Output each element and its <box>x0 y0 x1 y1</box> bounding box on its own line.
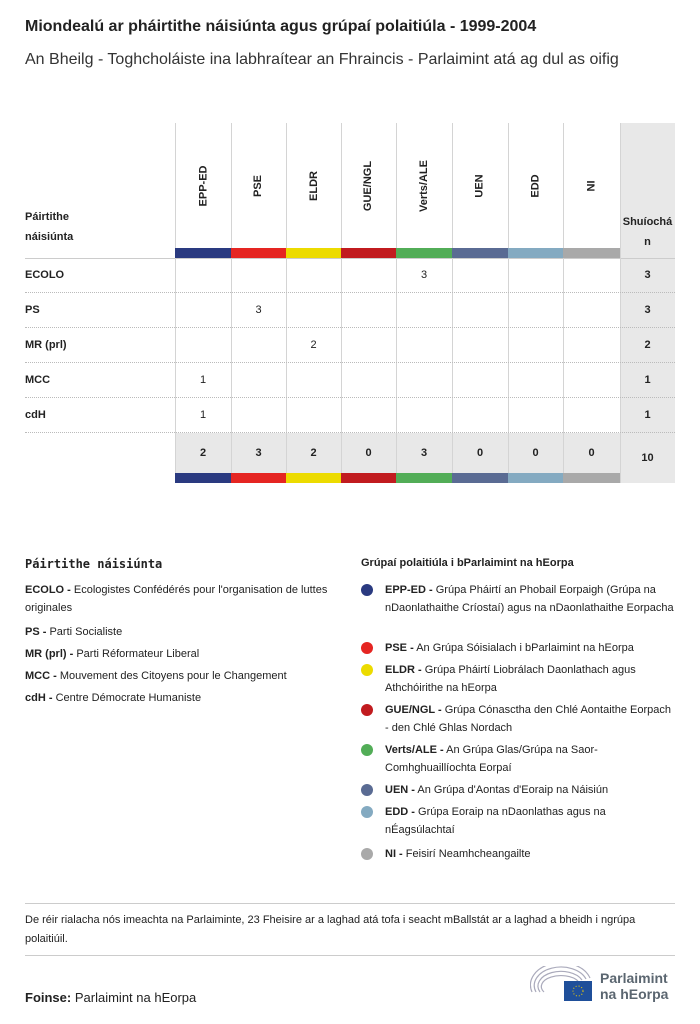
row-total: 3 <box>644 269 651 281</box>
divider <box>25 955 675 956</box>
group-color-bar <box>452 473 508 483</box>
group-color-dot-icon <box>361 584 373 596</box>
group-color-bar <box>175 248 231 258</box>
party-name: MCC <box>25 374 51 386</box>
group-color-bar <box>341 248 396 258</box>
column-header: NI <box>585 180 598 191</box>
column-header: UEN <box>473 173 486 198</box>
party-name: ECOLO <box>25 269 65 281</box>
seat-cell: 1 <box>199 409 207 421</box>
group-color-dot-icon <box>361 642 373 654</box>
group-total: 0 <box>532 447 539 459</box>
group-color-bar <box>286 248 341 258</box>
party-name: MR (prl) <box>25 339 67 351</box>
row-header: Páirtithe náisiúnta <box>25 211 74 243</box>
table-row <box>25 258 675 293</box>
group-color-dot-icon <box>361 806 373 818</box>
group-total: 0 <box>365 447 372 459</box>
legend-group-item: PSE - An Grúpa Sóisialach i bParlaimint na hEorpa <box>385 642 634 654</box>
legend-group-item: UEN - An Grúpa d'Aontas d'Eoraip na Náisiún <box>385 784 609 796</box>
group-color-dot-icon <box>361 664 373 676</box>
seat-cell: 3 <box>255 304 262 316</box>
page-title: Miondealú ar pháirtithe náisiúnta agus grúpaí polaitiúla - 1999-2004 <box>25 18 537 35</box>
source <box>25 990 196 1005</box>
legend-group-item: ELDR - Grúpa Pháirtí Liobrálach Daonlathach agus Athchóirithe na hEorpa <box>385 664 636 694</box>
group-color-bar <box>396 473 452 483</box>
group-total: 0 <box>476 447 484 459</box>
legend-group-item: EDD - Grúpa Eoraip na nDaonlathas agus na nÉagsúlachtaí <box>385 806 606 836</box>
eu-flag-icon <box>564 981 592 1001</box>
table-row <box>25 293 675 328</box>
logo-line2: na hEorpa <box>600 986 669 1002</box>
ep-logo <box>530 966 675 1004</box>
group-color-bar <box>231 248 286 258</box>
source-value: Parlaimint na hEorpa <box>74 990 197 1005</box>
row-total: 2 <box>644 339 651 351</box>
group-total: 3 <box>420 447 428 459</box>
group-total: 3 <box>255 447 262 459</box>
group-total: 2 <box>199 447 207 459</box>
table-row <box>25 363 675 398</box>
seat-cell: 3 <box>420 269 428 281</box>
group-color-bar <box>563 473 620 483</box>
group-color-bar <box>563 248 620 258</box>
seat-cell: 2 <box>310 339 317 351</box>
group-color-bar <box>175 473 231 483</box>
legend-group-item: NI - Feisirí Neamhcheangailte <box>385 848 531 860</box>
logo-line1: Parlaimint <box>600 970 668 986</box>
group-color-dot-icon <box>361 704 373 716</box>
legend-party-item: MR (prl) - Parti Réformateur Liberal <box>25 648 200 660</box>
row-total: 3 <box>644 304 651 316</box>
party-name: PS <box>25 304 40 316</box>
totals-row <box>25 433 675 473</box>
legend-party-item: MCC - Mouvement des Citoyens pour le Changement <box>25 670 287 682</box>
group-color-bar <box>231 473 286 483</box>
legend-party-item: ECOLO - Ecologistes Confédérés pour l'organisation de luttes originales <box>25 584 328 614</box>
hemicycle-icon <box>530 966 592 1002</box>
column-header: EDD <box>529 173 542 198</box>
grand-total: 10 <box>641 452 654 464</box>
legend-group-item: Verts/ALE - An Grúpa Glas/Grúpa na Saor-Comhghuaillíochta Eorpaí <box>385 744 598 774</box>
table-row <box>25 398 675 433</box>
seat-cell: 1 <box>199 374 207 386</box>
column-header: GUE/NGL <box>362 160 375 211</box>
group-color-dot-icon <box>361 848 373 860</box>
group-color-dot-icon <box>361 784 373 796</box>
party-name: cdH <box>25 409 46 421</box>
legend-group-item: GUE/NGL - Grúpa Cónasctha den Chlé Aontaithe Eorpach - den Chlé Ghlas Nordach <box>385 704 671 734</box>
column-header: EPP-ED <box>197 165 209 206</box>
footnote: De réir rialacha nós imeachta na Parlaiminte, 23 Fheisire ar a laghad atá tofa i seacht mBallstát ar a laghad a bheidh i ngrúpa polaitiúil. <box>25 914 636 945</box>
group-color-bar <box>396 248 452 258</box>
group-color-bar <box>286 473 341 483</box>
legend-party-item: PS - Parti Socialiste <box>25 626 123 638</box>
table-row <box>25 328 675 363</box>
legend-parties-heading: Páirtithe náisiúnta <box>25 557 163 571</box>
group-color-bar <box>341 473 396 483</box>
group-total: 0 <box>588 447 595 459</box>
column-header: Verts/ALE <box>418 159 430 212</box>
row-total: 1 <box>644 409 651 421</box>
source-label: Foinse: <box>25 990 72 1005</box>
group-color-bar <box>452 248 508 258</box>
total-header: Shuíochán <box>622 216 673 248</box>
group-color-dot-icon <box>361 744 373 756</box>
divider <box>25 903 675 904</box>
group-color-bar <box>508 248 563 258</box>
group-color-bar <box>508 473 563 483</box>
page-subtitle: An Bheilg - Toghcholáiste ina labhraítear an Fhraincis - Parlaimint atá ag dul as oifig <box>25 51 619 68</box>
column-header: PSE <box>252 174 265 197</box>
legend-party-item: cdH - Centre Démocrate Humaniste <box>25 692 202 704</box>
legend-groups-heading: Grúpaí polaitiúla i bParlaimint na hEorpa <box>361 557 574 569</box>
column-header: ELDR <box>307 170 320 201</box>
legend-group-item: EPP-ED - Grúpa Pháirtí an Phobail Eorpaigh (Grúpa na nDaonlathaithe Críostaí) agus na nDaonlathaithe Eorpacha <box>385 584 674 614</box>
row-total: 1 <box>644 374 651 386</box>
group-total: 2 <box>310 447 317 459</box>
